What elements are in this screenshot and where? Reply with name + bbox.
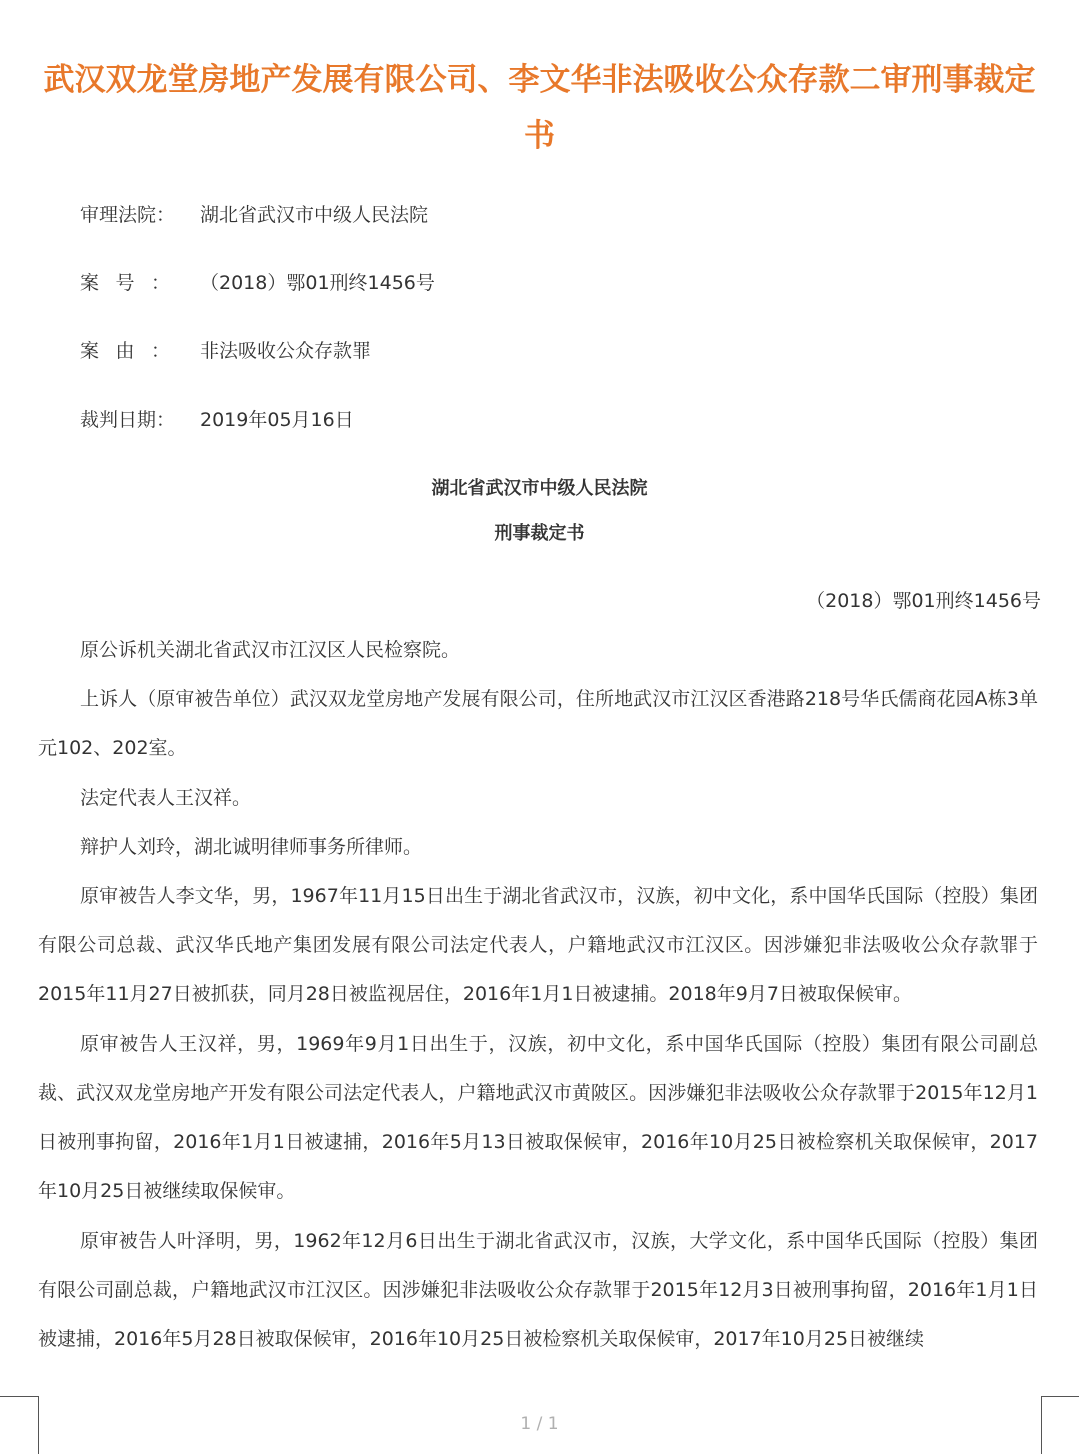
meta-value: 2019年05月16日 xyxy=(200,409,354,431)
meta-label: 案号： xyxy=(80,272,170,294)
meta-label: 裁判日期： xyxy=(80,409,176,431)
meta-row-court xyxy=(80,202,428,228)
meta-row-date xyxy=(80,407,354,433)
page-indicator: 1 / 1 xyxy=(520,1414,559,1434)
meta-label: 审理法院： xyxy=(80,204,176,226)
meta-row-case-number xyxy=(80,270,435,296)
case-number-right: （2018）鄂01刑终1456号 xyxy=(806,590,1041,612)
paragraph-defendant-li: 原审被告人李文华，男，1967年11月15日出生于湖北省武汉市，汉族，初中文化，系中国华氏国际（控股）集团有限公司总裁、武汉华氏地产集团发展有限公司法定代表人，户籍地武汉市江汉区。因涉嫌犯非法吸收公众存款罪于2015年11月27日被抓获，同月28日被监视居住，2016年1月1日被逮捕。2018年9月7日被取保候审。 xyxy=(38,885,1038,1005)
meta-value: （2018）鄂01刑终1456号 xyxy=(200,272,435,294)
paragraph-legal-rep: 法定代表人王汉祥。 xyxy=(80,787,252,809)
document-type: 刑事裁定书 xyxy=(494,523,585,544)
paragraph-appellant: 上诉人（原审被告单位）武汉双龙堂房地产发展有限公司，住所地武汉市江汉区香港路218号华氏儒商花园A栋3单元102、202室。 xyxy=(38,688,1038,759)
paragraph-defendant-ye: 原审被告人叶泽明，男，1962年12月6日出生于湖北省武汉市，汉族，大学文化，系中国华氏国际（控股）集团有限公司副总裁，户籍地武汉市江汉区。因涉嫌犯非法吸收公众存款罪于2015年12月3日被刑事拘留，2016年1月1日被逮捕，2016年5月28日被取保候审，2016年10月25日被检察机关取保候审，2017年10月25日被继续 xyxy=(38,1230,1038,1350)
meta-row-cause xyxy=(80,338,371,364)
paragraph-prosecutor: 原公诉机关湖北省武汉市江汉区人民检察院。 xyxy=(80,639,461,661)
court-name: 湖北省武汉市中级人民法院 xyxy=(431,478,648,499)
meta-value: 非法吸收公众存款罪 xyxy=(200,340,372,362)
meta-value: 湖北省武汉市中级人民法院 xyxy=(200,204,429,226)
paragraph-defender: 辩护人刘玲，湖北诚明律师事务所律师。 xyxy=(80,836,423,858)
meta-label: 案由： xyxy=(80,340,170,362)
paragraph-defendant-wang: 原审被告人王汉祥，男，1969年9月1日出生于，汉族，初中文化，系中国华氏国际（控股）集团有限公司副总裁、武汉双龙堂房地产开发有限公司法定代表人，户籍地武汉市黄陂区。因涉嫌犯非法吸收公众存款罪于2015年12月1日被刑事拘留，2016年1月1日被逮捕，2016年5月13日被取保候审，2016年10月25日被检察机关取保候审，2017年10月25日被继续取保候审。 xyxy=(38,1033,1038,1202)
document-title: 武汉双龙堂房地产发展有限公司、李文华非法吸收公众存款二审刑事裁定书 xyxy=(43,62,1036,154)
